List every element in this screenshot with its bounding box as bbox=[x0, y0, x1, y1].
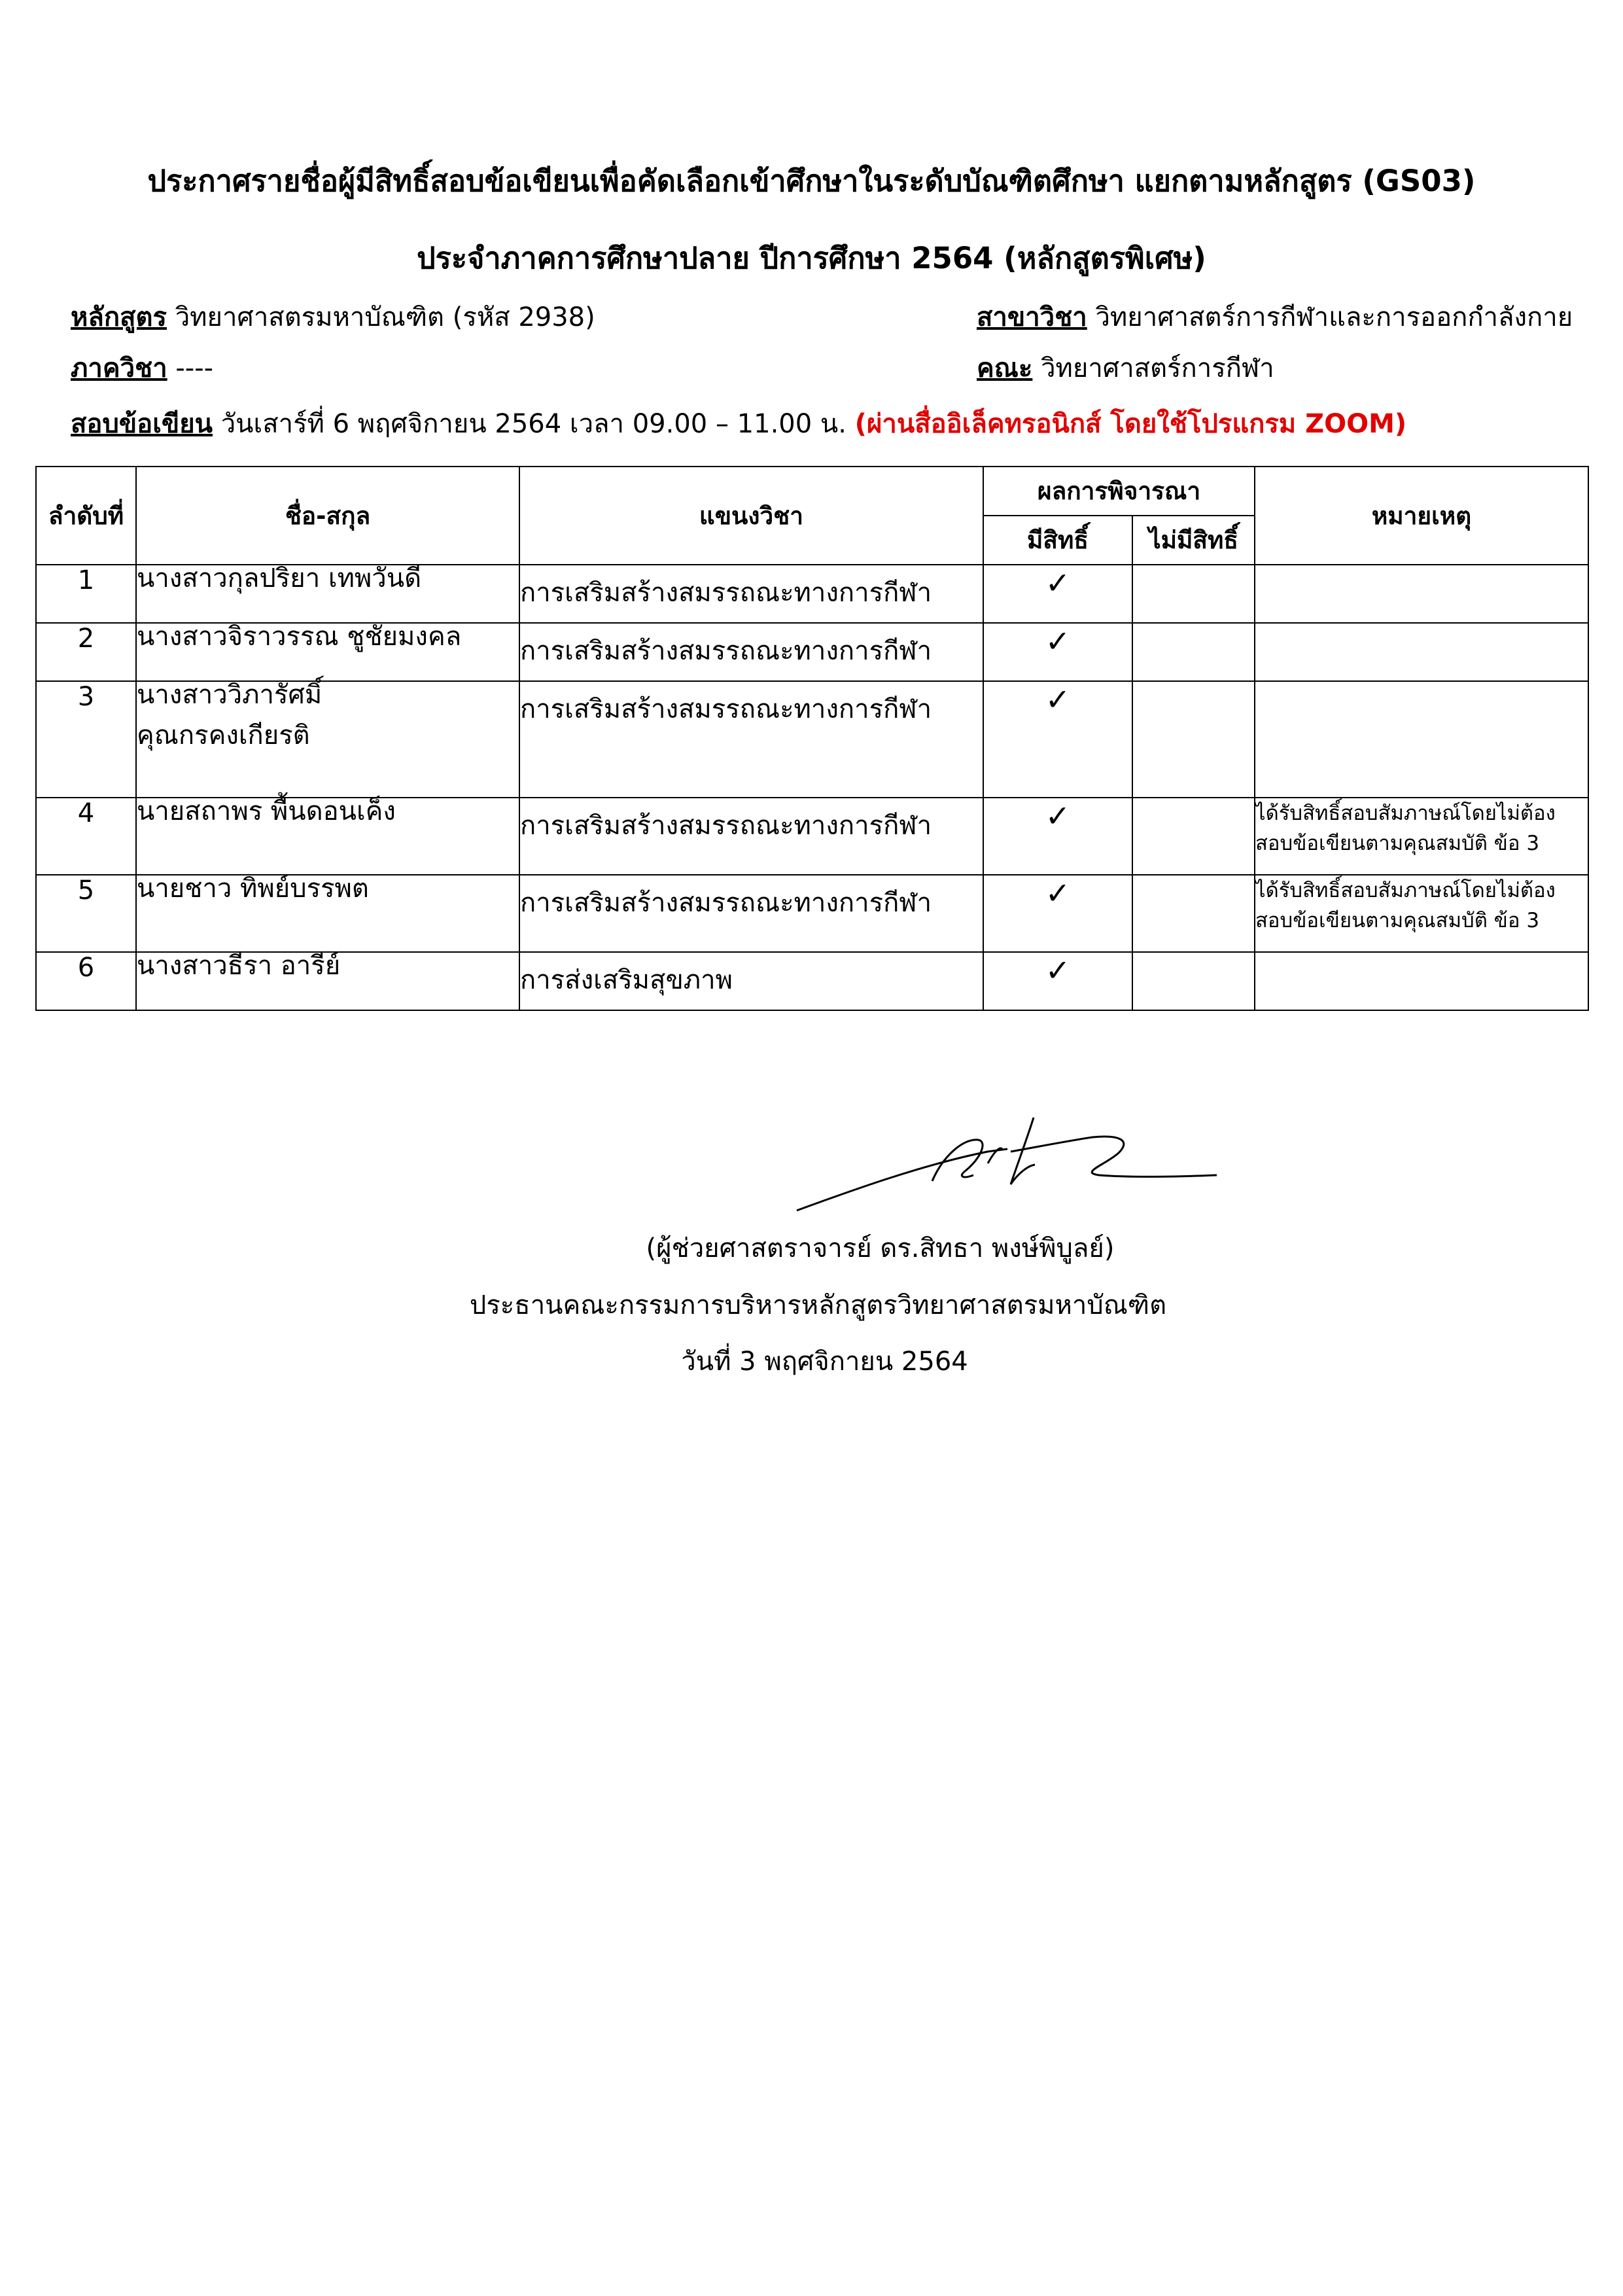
header-result: ผลการพิจารณา bbox=[983, 467, 1255, 516]
row-no: 3 bbox=[36, 681, 136, 798]
signer-name: (ผู้ช่วยศาสตราจารย์ ดร.สิทธา พงษ์พิบูลย์) bbox=[646, 1233, 1115, 1263]
exam-label: สอบข้อเขียน bbox=[71, 409, 213, 439]
row-no: 6 bbox=[36, 952, 136, 1010]
row-no: 4 bbox=[36, 798, 136, 875]
program-label: หลักสูตร bbox=[71, 302, 167, 332]
check-icon: ✓ bbox=[983, 952, 1132, 1010]
header-not-eligible: ไม่มีสิทธิ์ bbox=[1132, 516, 1255, 565]
row-no: 2 bbox=[36, 623, 136, 681]
row-subject: การเสริมสร้างสมรรถณะทางการกีฬา bbox=[519, 875, 983, 952]
row-remark bbox=[1255, 623, 1588, 681]
check-icon: ✓ bbox=[983, 623, 1132, 681]
faculty-value: วิทยาศาสตร์การกีฬา bbox=[1041, 353, 1274, 383]
row-subject: การเสริมสร้างสมรรถณะทางการกีฬา bbox=[519, 798, 983, 875]
row-name-line1: นายชาว ทิพย์บรรพต bbox=[137, 874, 369, 904]
signature-image bbox=[792, 1112, 1223, 1217]
row-remark-line1: ได้รับสิทธิ์สอบสัมภาษณ์โดยไม่ต้อง bbox=[1255, 879, 1556, 902]
header-no: ลำดับที่ bbox=[36, 467, 136, 565]
announcement-subtitle: ประจำภาคการศึกษาปลาย ปีการศึกษา 2564 (หลักสูตรพิเศษ) bbox=[417, 241, 1206, 275]
program-line bbox=[71, 296, 595, 338]
row-not-eligible bbox=[1132, 681, 1255, 798]
faculty-label: คณะ bbox=[977, 353, 1033, 383]
row-no: 5 bbox=[36, 875, 136, 952]
announcement-title: ประกาศรายชื่อผู้มีสิทธิ์สอบข้อเขียนเพื่อคัดเลือกเข้าศึกษาในระดับบัณฑิตศึกษา แยกตามหลักสูตร (GS03) bbox=[147, 164, 1476, 198]
row-not-eligible bbox=[1132, 952, 1255, 1010]
row-name-line2: คุณกรคงเกียรติ bbox=[137, 720, 310, 751]
row-remark-line1: ได้รับสิทธิ์สอบสัมภาษณ์โดยไม่ต้อง bbox=[1255, 802, 1556, 825]
table-row bbox=[36, 952, 1588, 1010]
row-name-line1: นางสาวจิราวรรณ ชูชัยมงคล bbox=[137, 622, 462, 652]
row-not-eligible bbox=[1132, 623, 1255, 681]
header-subject: แขนงวิชา bbox=[519, 467, 983, 565]
exam-note: (ผ่านสื่ออิเล็คทรอนิกส์ โดยใช้โปรแกรม ZOOM) bbox=[854, 409, 1407, 439]
header-remark: หมายเหตุ bbox=[1255, 467, 1588, 565]
signature-date: วันที่ 3 พฤศจิกายน 2564 bbox=[681, 1347, 968, 1377]
exam-line bbox=[71, 402, 1406, 444]
row-subject: การเสริมสร้างสมรรถณะทางการกีฬา bbox=[519, 623, 983, 681]
row-name-line1: นางสาวกุลปริยา เทพวันดี bbox=[137, 563, 422, 593]
row-subject: การเสริมสร้างสมรรถณะทางการกีฬา bbox=[519, 565, 983, 623]
check-icon: ✓ bbox=[983, 681, 1132, 798]
program-value: วิทยาศาสตรมหาบัณฑิต (รหัส 2938) bbox=[175, 302, 595, 332]
row-remark-line2: สอบข้อเขียนตามคุณสมบัติ ข้อ 3 bbox=[1255, 832, 1540, 855]
check-icon: ✓ bbox=[983, 565, 1132, 623]
check-icon: ✓ bbox=[983, 798, 1132, 875]
faculty-line bbox=[977, 347, 1274, 389]
department-line bbox=[71, 347, 213, 389]
header-name: ชื่อ-สกุล bbox=[136, 467, 519, 565]
row-not-eligible bbox=[1132, 875, 1255, 952]
signer-position: ประธานคณะกรรมการบริหารหลักสูตรวิทยาศาสตรมหาบัณฑิต bbox=[469, 1290, 1167, 1320]
header-eligible: มีสิทธิ์ bbox=[983, 516, 1132, 565]
row-remark bbox=[1255, 952, 1588, 1010]
row-no: 1 bbox=[36, 565, 136, 623]
major-label: สาขาวิชา bbox=[977, 302, 1087, 332]
check-icon: ✓ bbox=[983, 875, 1132, 952]
row-remark bbox=[1255, 875, 1588, 952]
row-not-eligible bbox=[1132, 565, 1255, 623]
row-remark bbox=[1255, 798, 1588, 875]
row-name-line1: นายสถาพร พื้นดอนเค็ง bbox=[137, 796, 396, 826]
candidates-table bbox=[35, 466, 1589, 1011]
department-value: ---- bbox=[175, 353, 214, 383]
department-label: ภาควิชา bbox=[71, 353, 167, 383]
row-remark bbox=[1255, 681, 1588, 798]
row-subject: การส่งเสริมสุขภาพ bbox=[519, 952, 983, 1010]
major-line bbox=[977, 296, 1573, 338]
row-subject: การเสริมสร้างสมรรถณะทางการกีฬา bbox=[519, 681, 983, 798]
exam-value: วันเสาร์ที่ 6 พฤศจิกายน 2564 เวลา 09.00 – 11.00 น. bbox=[220, 409, 846, 439]
row-name bbox=[136, 952, 519, 1010]
major-value: วิทยาศาสตร์การกีฬาและการออกกำลังกาย bbox=[1095, 302, 1573, 332]
row-not-eligible bbox=[1132, 798, 1255, 875]
row-name bbox=[136, 681, 519, 798]
table-row bbox=[36, 681, 1588, 798]
row-remark bbox=[1255, 565, 1588, 623]
row-name-line1: นางสาวธีรา อารีย์ bbox=[137, 951, 341, 981]
row-remark-line2: สอบข้อเขียนตามคุณสมบัติ ข้อ 3 bbox=[1255, 909, 1540, 932]
row-name-line1: นางสาววิภารัศมิ์ bbox=[137, 680, 323, 710]
